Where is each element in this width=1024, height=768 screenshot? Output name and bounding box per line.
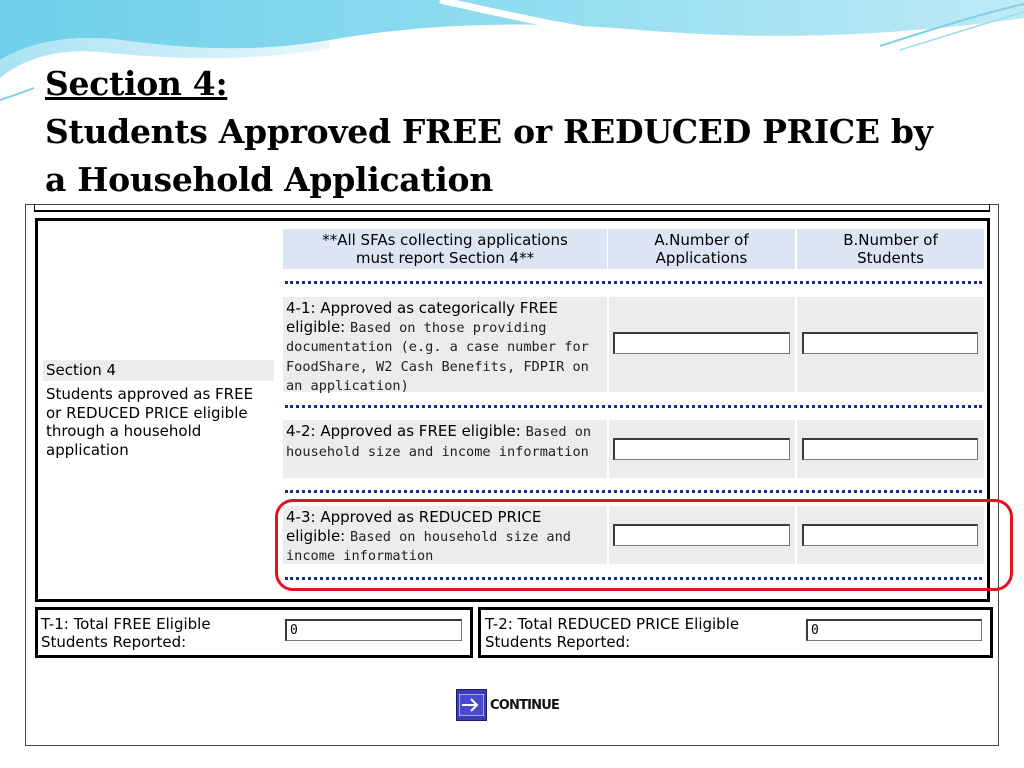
row-4-1-label: 4-1: Approved as categorically FREE eligible: (286, 299, 558, 336)
section-description: Students approved as FREE or REDUCED PRICE eligible through a household application (46, 385, 254, 459)
row-4-3-label: 4-3: Approved as REDUCED PRICE eligible: (286, 508, 542, 545)
header-note (283, 229, 607, 269)
column-header-students-text: B.Number of Students (843, 231, 938, 267)
arrow-right-icon (456, 689, 487, 721)
dotted-divider (285, 281, 982, 284)
form-top-rule (34, 210, 990, 212)
slide-title-section: Section 4: (45, 64, 228, 103)
row-4-1-students-input[interactable] (802, 332, 978, 354)
total-free-label: T-1: Total FREE Eligible Students Reported: (41, 615, 211, 651)
continue-button[interactable] (456, 689, 559, 721)
slide-title-line-3: a Household Application (45, 160, 493, 199)
slide-title-line-2: Students Approved FREE or REDUCED PRICE by (45, 112, 933, 151)
section-heading: Section 4 (43, 360, 274, 381)
row-4-2-description (283, 420, 607, 478)
row-4-1-description (283, 297, 607, 392)
dotted-divider (285, 490, 982, 493)
row-4-2-applications-input[interactable] (613, 438, 790, 460)
row-4-1-detail: Based on those providing documentation (e.g. a case number for FoodShare, W2 Cash Benefits, FDPIR on an application) (286, 319, 589, 394)
row-4-2-students-input[interactable] (802, 438, 978, 460)
total-free-input[interactable] (285, 619, 462, 641)
header-note-text: **All SFAs collecting applications must report Section 4** (322, 231, 568, 267)
row-4-3-detail: Based on household size and income information (286, 528, 571, 564)
total-reduced-input[interactable] (806, 619, 982, 641)
dotted-divider (285, 405, 982, 408)
row-4-3-highlight (275, 499, 1013, 591)
column-header-students (797, 229, 984, 269)
total-reduced-label: T-2: Total REDUCED PRICE Eligible Students Reported: (485, 615, 740, 651)
column-header-applications-text: A.Number of Applications (654, 231, 749, 267)
continue-label: CONTINUE (490, 697, 560, 713)
row-4-2-detail: Based on household size and income information (286, 424, 592, 460)
row-4-2-label: 4-2: Approved as FREE eligible: (286, 422, 521, 440)
row-4-1-applications-input[interactable] (613, 332, 790, 354)
column-header-applications (608, 229, 795, 269)
slide-title (45, 60, 1005, 204)
